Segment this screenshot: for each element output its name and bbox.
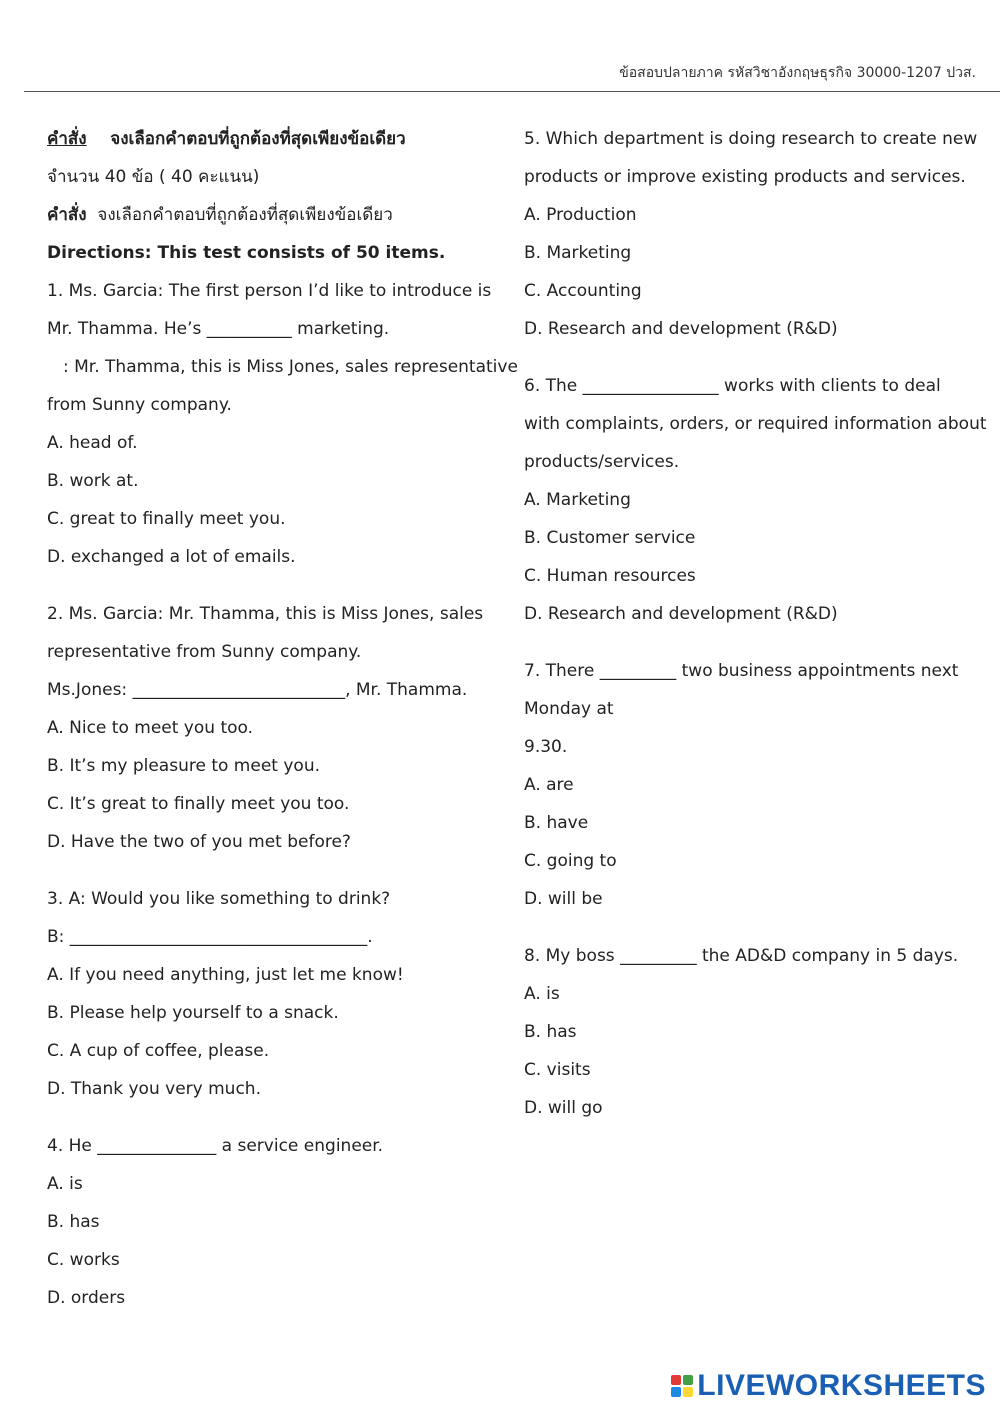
- logo-square-3: [671, 1387, 681, 1397]
- question-1-option-c[interactable]: C. great to finally meet you.: [47, 509, 286, 529]
- logo-square-4: [683, 1387, 693, 1397]
- question-7-option-a[interactable]: A. are: [524, 775, 574, 795]
- intro-instruction-2: [47, 196, 499, 234]
- question-3-option-a[interactable]: A. If you need anything, just let me know!: [47, 965, 404, 985]
- question-2-line-3: Ms.Jones: _________________________, Mr. Thamma.: [47, 680, 468, 700]
- question-1-line-3: : Mr. Thamma, this is Miss Jones, sales representative: [63, 357, 518, 377]
- question-6-option-a[interactable]: A. Marketing: [524, 490, 631, 510]
- question-7-line-2: Monday at: [524, 699, 614, 719]
- left-column: [47, 120, 518, 1317]
- question-2-option-a[interactable]: A. Nice to meet you too.: [47, 718, 254, 738]
- question-4-option-d[interactable]: D. orders: [47, 1288, 126, 1308]
- question-5-option-d[interactable]: D. Research and development (R&D): [524, 319, 838, 339]
- question-6-line-3: products/services.: [524, 452, 680, 472]
- question-8-option-a[interactable]: A. is: [524, 984, 560, 1004]
- logo-text: LIVEWORKSHEETS: [697, 1369, 986, 1402]
- question-2-option-c[interactable]: C. It’s great to finally meet you too.: [47, 794, 350, 814]
- question-6-option-c[interactable]: C. Human resources: [524, 566, 696, 586]
- question-3-line-1: 3. A: Would you like something to drink?: [47, 889, 391, 909]
- question-2-option-d[interactable]: D. Have the two of you met before?: [47, 832, 351, 852]
- question-6-option-d[interactable]: D. Research and development (R&D): [524, 604, 838, 624]
- question-1-line-4: from Sunny company.: [47, 395, 232, 415]
- question-5-line-1: 5. Which department is doing research to create new: [524, 129, 978, 149]
- question-1-option-b[interactable]: B. work at.: [47, 471, 139, 491]
- question-4-line-1: 4. He ______________ a service engineer.: [47, 1136, 384, 1156]
- question-7-line-3: 9.30.: [524, 737, 568, 757]
- logo-square-2: [683, 1375, 693, 1385]
- instruction-label-2: คำสั่ง: [47, 205, 87, 225]
- item-count: จำนวน 40 ข้อ ( 40 คะแนน): [47, 167, 260, 187]
- question-1-line-1: 1. Ms. Garcia: The first person I’d like to introduce is: [47, 281, 492, 301]
- question-7-option-d[interactable]: D. will be: [524, 889, 603, 909]
- directions: Directions: This test consists of 50 items.: [47, 243, 446, 263]
- liveworksheets-logo[interactable]: [671, 1368, 986, 1404]
- question-7-line-1: 7. There _________ two business appointments next: [524, 661, 959, 681]
- question-2-line-1: 2. Ms. Garcia: Mr. Thamma, this is Miss Jones, sales: [47, 604, 484, 624]
- question-5-line-2: products or improve existing products and services.: [524, 167, 966, 187]
- question-6-line-2: with complaints, orders, or required information about: [524, 414, 987, 434]
- question-8-option-c[interactable]: C. visits: [524, 1060, 591, 1080]
- header-divider: [24, 91, 1000, 92]
- instruction-text: จงเลือกคำตอบที่ถูกต้องที่สุดเพียงข้อเดียว: [110, 129, 406, 149]
- question-7-option-b[interactable]: B. have: [524, 813, 589, 833]
- question-1-option-d[interactable]: D. exchanged a lot of emails.: [47, 547, 296, 567]
- question-5-option-c[interactable]: C. Accounting: [524, 281, 642, 301]
- question-4-option-c[interactable]: C. works: [47, 1250, 120, 1270]
- question-5-option-a[interactable]: A. Production: [524, 205, 637, 225]
- question-3-option-b[interactable]: B. Please help yourself to a snack.: [47, 1003, 339, 1023]
- question-3-option-d[interactable]: D. Thank you very much.: [47, 1079, 261, 1099]
- right-column: [524, 120, 987, 1127]
- question-6-line-1: 6. The ________________ works with clients to deal: [524, 376, 941, 396]
- liveworksheets-icon: [671, 1375, 693, 1397]
- question-8-option-b[interactable]: B. has: [524, 1022, 577, 1042]
- question-8-line-1: 8. My boss _________ the AD&D company in 5 days.: [524, 946, 959, 966]
- instruction-text-2: จงเลือกคำตอบที่ถูกต้องที่สุดเพียงข้อเดียว: [97, 205, 393, 225]
- instruction-label: คำสั่ง: [47, 129, 87, 149]
- question-3-option-c[interactable]: C. A cup of coffee, please.: [47, 1041, 270, 1061]
- question-5-option-b[interactable]: B. Marketing: [524, 243, 632, 263]
- question-1-line-2: Mr. Thamma. He’s __________ marketing.: [47, 319, 390, 339]
- question-2-option-b[interactable]: B. It’s my pleasure to meet you.: [47, 756, 320, 776]
- question-6-option-b[interactable]: B. Customer service: [524, 528, 696, 548]
- question-8-option-d[interactable]: D. will go: [524, 1098, 603, 1118]
- question-1-option-a[interactable]: A. head of.: [47, 433, 138, 453]
- intro-instruction: [47, 120, 499, 158]
- logo-square-1: [671, 1375, 681, 1385]
- question-4-option-b[interactable]: B. has: [47, 1212, 100, 1232]
- question-4-option-a[interactable]: A. is: [47, 1174, 83, 1194]
- page-header: ข้อสอบปลายภาค รหัสวิชาอังกฤษธุรกิจ 30000-1207 ปวส.: [619, 65, 976, 81]
- question-3-line-2: B: ___________________________________.: [47, 927, 373, 947]
- question-7-option-c[interactable]: C. going to: [524, 851, 617, 871]
- question-2-line-2: representative from Sunny company.: [47, 642, 362, 662]
